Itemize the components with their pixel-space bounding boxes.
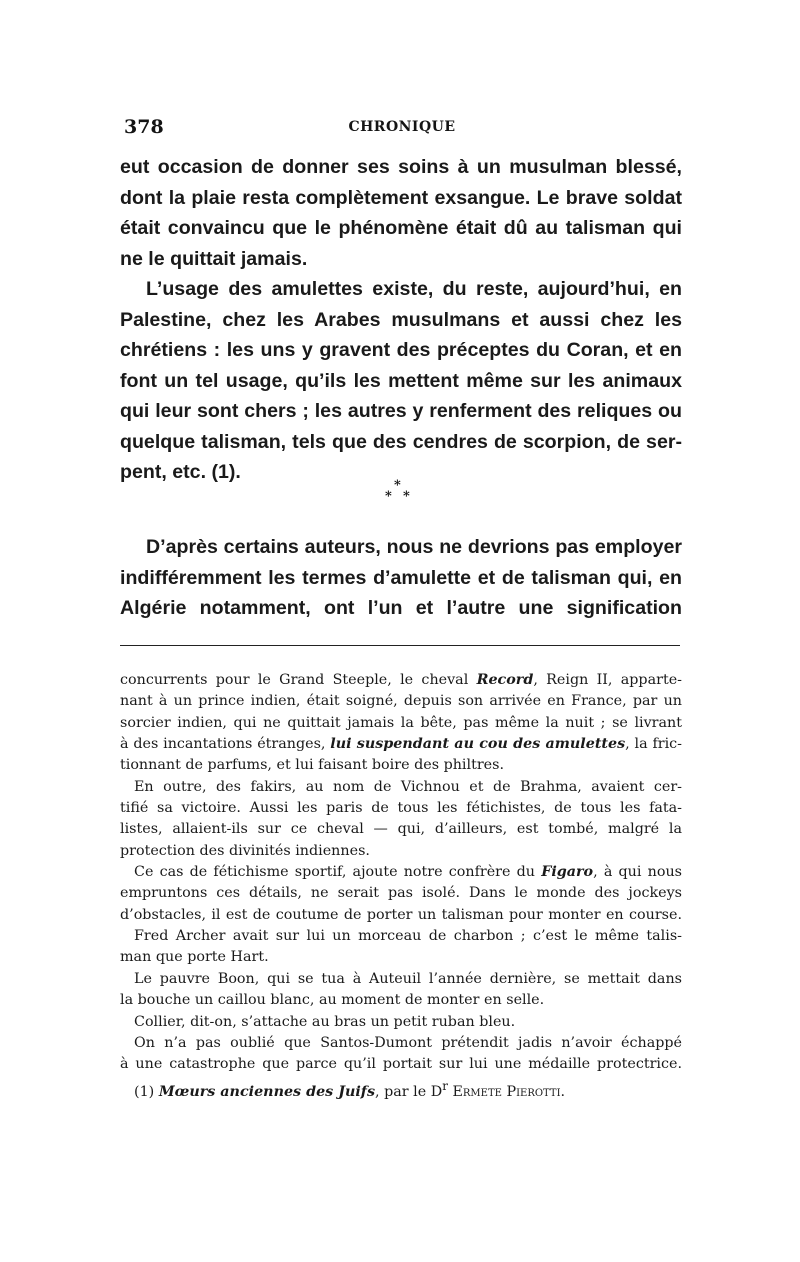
- footnote-line: à des incantations étranges, lui suspendant au cou des amulettes, la fric-: [120, 736, 682, 753]
- text-line: indifféremment les termes d’amulette et de talisman qui, en: [120, 566, 682, 589]
- footnote-line: tionnant de parfums, et lui faisant boire des philtres.: [120, 757, 504, 774]
- footnote-line: d’obstacles, il est de coutume de porter un talisman pour monter en course.: [120, 906, 682, 923]
- text-line: pent, etc. (1).: [120, 461, 241, 483]
- main-text-block-2: [120, 532, 682, 624]
- footnote-line: à une catastrophe que parce qu’il portait sur lui une médaille protectrice.: [120, 1056, 682, 1073]
- footnote-line: listes, allaient-ils sur ce cheval — qui, d’ailleurs, est tombé, malgré la: [120, 821, 682, 838]
- running-head: CHRONIQUE: [348, 119, 456, 135]
- page-header: [124, 116, 680, 140]
- asterisk: *: [385, 489, 392, 504]
- page-number: 378: [124, 116, 164, 138]
- text-line: font un tel usage, qu’ils les mettent même sur les animaux: [120, 369, 682, 392]
- asterisk: *: [394, 478, 401, 493]
- footnotes: [120, 670, 682, 1103]
- asterisk: *: [403, 489, 410, 504]
- footnote-line: nant à un prince indien, était soigné, depuis son arrivée en France, par un: [120, 693, 682, 710]
- text-line: ne le quittait jamais.: [120, 247, 308, 270]
- footnote-line: concurrents pour le Grand Steeple, le cheval Record, Reign II, apparte-: [120, 672, 682, 688]
- footnote-line: En outre, des fakirs, au nom de Vichnou et de Brahma, avaient cer-: [134, 778, 682, 795]
- footnote-line: Collier, dit-on, s’attache au bras un petit ruban bleu.: [134, 1013, 516, 1030]
- text-line: dont la plaie resta complètement exsangue. Le brave soldat: [120, 186, 682, 209]
- footnote-line: Fred Archer avait sur lui un morceau de charbon ; c’est le même talis-: [134, 928, 682, 945]
- footnote-line: sorcier indien, qui ne quittait jamais la bête, pas même la nuit ; se livrant: [120, 714, 682, 731]
- main-text-block: [120, 152, 682, 488]
- footnote-line: tifié sa victoire. Aussi les paris de tous les fétichistes, de tous les fata-: [120, 800, 682, 817]
- text-line: quelque talisman, tels que des cendres de scorpion, de ser-: [120, 430, 682, 453]
- footnote-line: Le pauvre Boon, qui se tua à Auteuil l’année dernière, se mettait dans: [134, 970, 682, 987]
- footnote-note-1: (1) Mœurs anciennes des Juifs, par le $D^r$ Ermete Pierotti.: [134, 1078, 566, 1100]
- text-line: eut occasion de donner ses soins à un musulman blessé,: [120, 156, 682, 178]
- footnote-line: la bouche un caillou blanc, au moment de monter en selle.: [120, 992, 545, 1009]
- footnote-line: empruntons ces détails, ne serait pas isolé. Dans le monde des jockeys: [120, 885, 682, 902]
- text-line: Palestine, chez les Arabes musulmans et aussi chez les: [120, 308, 682, 331]
- text-line: Algérie notamment, ont l’un et l’autre une signification: [120, 597, 682, 619]
- footnote-line: On n’a pas oublié que Santos-Dumont prétendit jadis n’avoir échappé: [134, 1034, 682, 1051]
- footnote-line: man que porte Hart.: [120, 949, 269, 966]
- asterism-separator: [380, 478, 420, 508]
- text-line: était convaincu que le phénomène était dû au talisman qui: [120, 217, 682, 239]
- footnote-rule: [120, 645, 680, 646]
- text-line: D’après certains auteurs, nous ne devrions pas employer: [146, 536, 682, 558]
- text-line: L’usage des amulettes existe, du reste, aujourd’hui, en: [146, 278, 682, 300]
- footnote-line: Ce cas de fétichisme sportif, ajoute notre confrère du Figaro, à qui nous: [134, 864, 683, 881]
- text-line: chrétiens : les uns y gravent des préceptes du Coran, et en: [120, 339, 682, 361]
- text-line: qui leur sont chers ; les autres y renferment des reliques ou: [120, 400, 682, 422]
- footnote-line: protection des divinités indiennes.: [120, 842, 370, 859]
